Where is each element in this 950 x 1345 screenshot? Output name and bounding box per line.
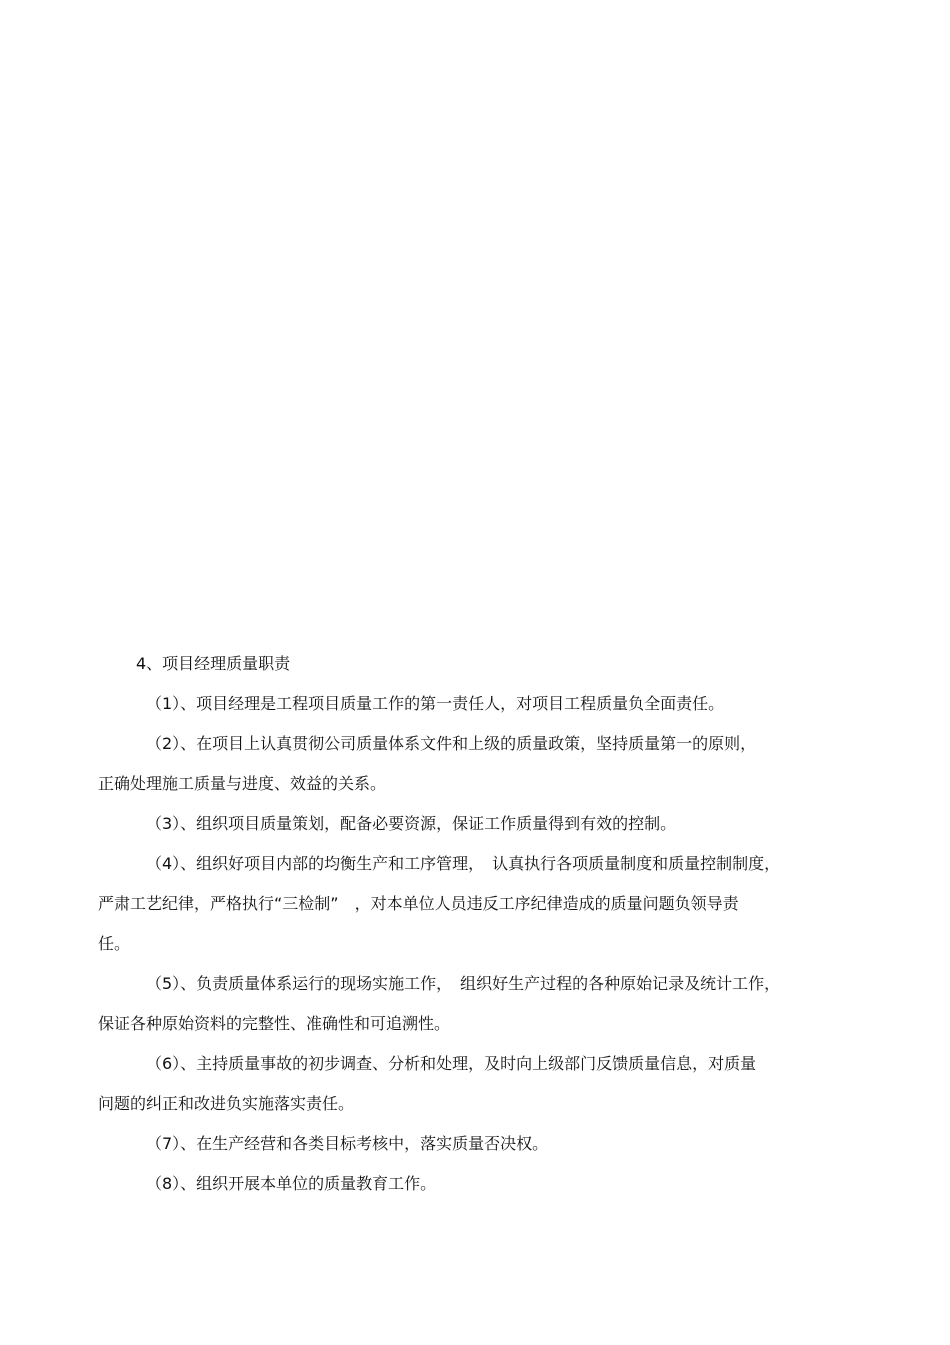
duty-item-4 <box>98 852 848 956</box>
duty-item-3 <box>98 812 848 836</box>
document-body <box>98 652 848 1212</box>
duty-item-6-line-1: （6）、主持质量事故的初步调查、分析和处理，及时向上级部门反馈质量信息，对质量 <box>146 1054 757 1073</box>
duty-item-8 <box>98 1172 848 1196</box>
duty-item-6-line-2: 问题的纠正和改进负实施落实责任。 <box>98 1094 355 1113</box>
duty-item-1-line-1: （1）、项目经理是工程项目质量工作的第一责任人，对项目工程质量负全面责任。 <box>146 694 725 713</box>
duty-item-2 <box>98 732 848 796</box>
duty-item-8-line-1: （8）、组织开展本单位的质量教育工作。 <box>146 1174 437 1193</box>
duty-item-5 <box>98 972 848 1036</box>
section-heading: 4、项目经理质量职责 <box>136 654 291 673</box>
duty-item-1 <box>98 692 848 716</box>
duty-item-7-line-1: （7）、在生产经营和各类目标考核中，落实质量否决权。 <box>146 1134 549 1153</box>
duty-item-4-line-3: 任。 <box>98 934 131 953</box>
duty-item-5-line-1: （5）、负责质量体系运行的现场实施工作， 组织好生产过程的各种原始记录及统计工作， <box>146 974 781 993</box>
duty-item-5-line-2: 保证各种原始资料的完整性、准确性和可追溯性。 <box>98 1014 451 1033</box>
duty-item-4-line-2: 严肃工艺纪律，严格执行“三检制” ，对本单位人员违反工序纪律造成的质量问题负领导责 <box>98 894 739 913</box>
duty-item-3-line-1: （3）、组织项目质量策划，配备必要资源，保证工作质量得到有效的控制。 <box>146 814 677 833</box>
duty-item-6 <box>98 1052 848 1116</box>
duty-item-4-line-1: （4）、组织好项目内部的均衡生产和工序管理， 认真执行各项质量制度和质量控制制度， <box>146 854 781 873</box>
duty-item-2-line-1: （2）、在项目上认真贯彻公司质量体系文件和上级的质量政策，坚持质量第一的原则， <box>146 734 757 753</box>
duty-item-2-line-2: 正确处理施工质量与进度、效益的关系。 <box>98 774 387 793</box>
duty-item-7 <box>98 1132 848 1156</box>
